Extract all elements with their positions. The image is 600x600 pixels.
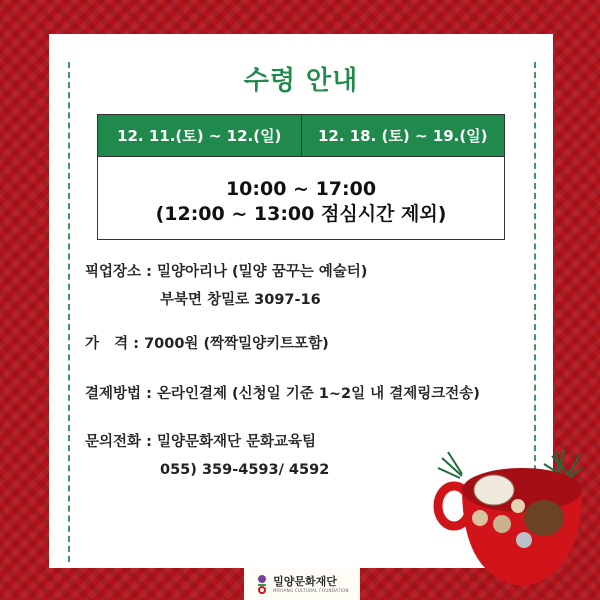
- page-title: 수령 안내: [243, 66, 359, 96]
- schedule-header: [98, 115, 504, 157]
- footer-logo: [244, 568, 360, 600]
- ornament-ball-icon: [493, 515, 511, 533]
- ornament-ball-icon: [516, 532, 532, 548]
- contact-team: 밀양문화재단 문화교육팀: [156, 434, 317, 450]
- pinecone-brown-icon: [524, 500, 564, 536]
- foundation-logo-icon: [255, 574, 269, 594]
- contact-phone: 055) 359-4593/ 4592: [160, 462, 330, 478]
- lunch-break-line: (12:00 ~ 13:00 점심시간 제외): [155, 203, 447, 225]
- ornament-ball-icon: [511, 499, 525, 513]
- pickup-address: 부북면 창밀로 3097-16: [160, 292, 321, 308]
- contact-info: [85, 428, 329, 484]
- hours-line: 10:00 ~ 17:00: [225, 178, 377, 200]
- pickup-info: [85, 258, 367, 314]
- schedule-hours: [98, 157, 504, 227]
- price-info: [85, 330, 329, 358]
- payment-value: 온라인결제 (신청일 기준 1~2일 내 결제링크전송): [156, 386, 480, 402]
- christmas-cup-decoration: [432, 448, 600, 600]
- payment-info: [85, 380, 480, 408]
- price-value: 7000원 (짝짝밀양키트포함): [144, 336, 329, 352]
- payment-label: 결제방법 :: [85, 386, 157, 402]
- pickup-label: 픽업장소 :: [85, 264, 157, 280]
- foundation-name: 밀양문화재단: [273, 574, 337, 588]
- pickup-place: 밀양아리나 (밀양 꿈꾸는 예술터): [156, 264, 368, 280]
- dashed-border-left: [68, 62, 70, 562]
- ornament-ball-icon: [472, 510, 488, 526]
- schedule-date-2: 12. 18. (토) ~ 19.(일): [301, 115, 505, 156]
- foundation-name-en: MIRYANG CULTURAL FOUNDATION: [273, 587, 349, 593]
- schedule-date-1: 12. 11.(토) ~ 12.(일): [117, 127, 282, 145]
- schedule-table: [97, 114, 505, 240]
- pinecone-white-icon: [474, 475, 514, 505]
- price-label: 가 격 :: [85, 336, 145, 352]
- contact-label: 문의전화 :: [85, 434, 157, 450]
